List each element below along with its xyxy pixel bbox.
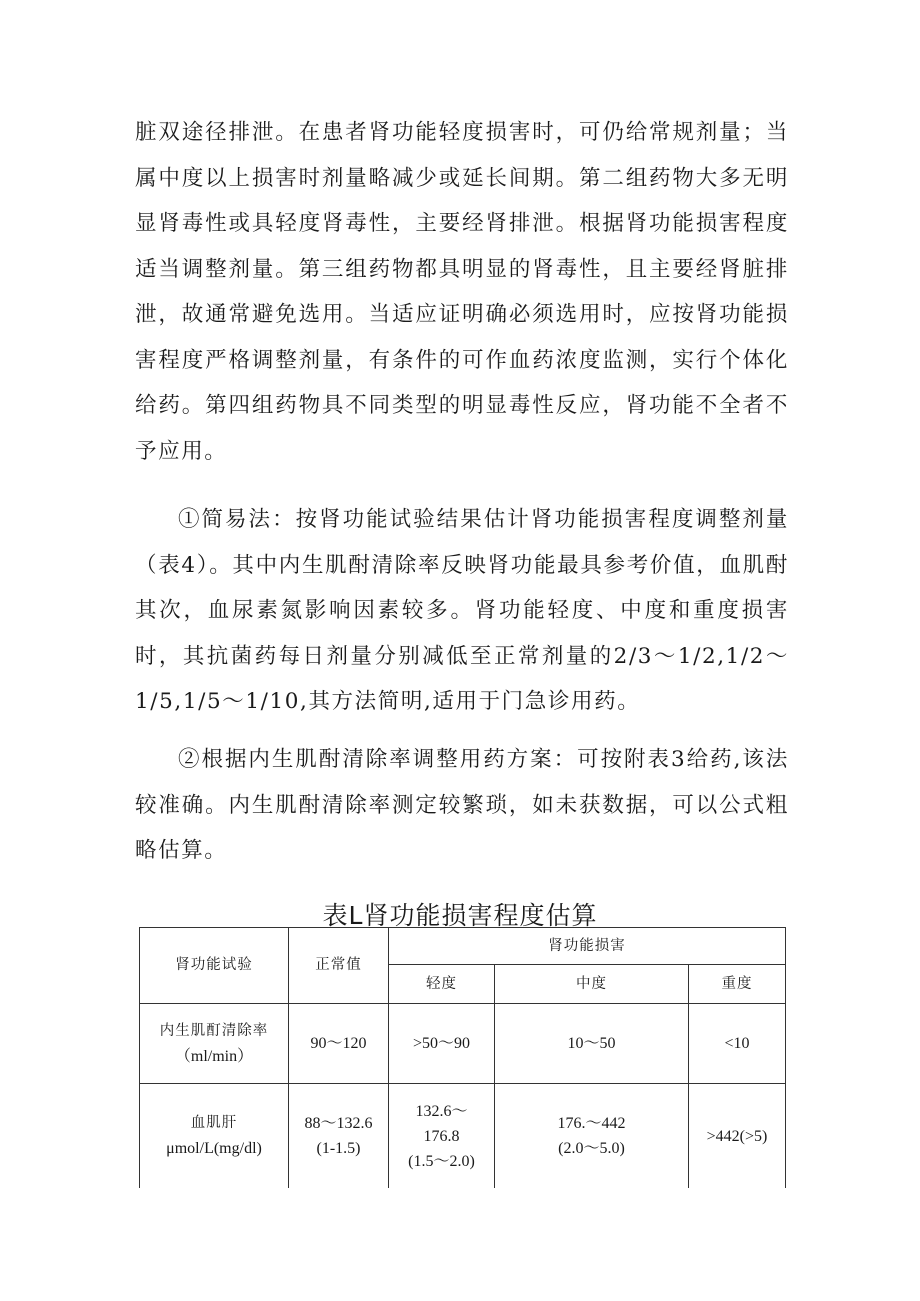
cell-moderate-range: 176.～442 bbox=[557, 1115, 626, 1132]
cell-normal bbox=[289, 1084, 389, 1189]
cell-normal-range: 88～132.6 bbox=[304, 1115, 373, 1132]
cell-mild: >50～90 bbox=[389, 1004, 495, 1084]
cell-test-unit: μmol/L(mg/dl) bbox=[166, 1140, 262, 1157]
cell-moderate: 10～50 bbox=[495, 1004, 689, 1084]
table-row bbox=[140, 1004, 786, 1084]
cell-mild-line: 176.8 bbox=[423, 1127, 460, 1145]
header-mild: 轻度 bbox=[389, 965, 495, 1004]
header-test: 肾功能试验 bbox=[140, 928, 289, 1004]
cell-test-unit: （ml/min） bbox=[174, 1047, 254, 1065]
cell-mild-line: 132.6～ bbox=[415, 1102, 468, 1120]
header-impairment: 肾功能损害 bbox=[389, 928, 786, 965]
cell-mild bbox=[389, 1084, 495, 1189]
cell-test-name: 血肌肝 bbox=[190, 1115, 238, 1131]
paragraph-creatinine-clearance-method: ②根据内生肌酎清除率调整用药方案：可按附表3给药,该法较准确。内生肌酎清除率测定较繁琐，如未获数据，可以公式粗略估算。 bbox=[135, 747, 789, 863]
cell-test bbox=[140, 1084, 289, 1189]
cell-normal: 90～120 bbox=[289, 1004, 389, 1084]
cell-test bbox=[140, 1004, 289, 1084]
table-caption: 表L肾功能损害程度估算 bbox=[322, 901, 598, 930]
paragraph-renal-drug-groups: 脏双途径排泄。在患者肾功能轻度损害时，可仍给常规剂量；当属中度以上损害时剂量略减少或延长间期。第二组药物大多无明显肾毒性或具轻度肾毒性，主要经肾排泄。根据肾功能损害程度适当调整剂量。第三组药物都具明显的肾毒性，且主要经肾脏排泄，故通常避免选用。当适应证明确必须选用时，应按肾功能损害程度严格调整剂量，有条件的可作血药浓度监测，实行个体化给药。第四组药物具不同类型的明显毒性反应，肾功能不全者不予应用。 bbox=[135, 120, 789, 464]
cell-moderate bbox=[495, 1084, 689, 1189]
cell-test-name: 内生肌酊清除率 bbox=[159, 1022, 269, 1039]
cell-severe: <10 bbox=[689, 1004, 786, 1084]
cell-severe: >442(>5) bbox=[689, 1084, 786, 1189]
renal-impairment-table bbox=[139, 927, 786, 1188]
cell-moderate-mgdl: (2.0～5.0) bbox=[558, 1140, 625, 1157]
table-row bbox=[140, 1084, 786, 1189]
cell-normal-mgdl: (1-1.5) bbox=[316, 1140, 361, 1157]
paragraph-simple-method: ①简易法：按肾功能试验结果估计肾功能损害程度调整剂量（表4）。其中内生肌酎清除率反映肾功能最具参考价值，血肌酎其次，血尿素氮影响因素较多。肾功能轻度、中度和重度损害时，其抗菌药每日剂量分别减低至正常剂量的2/3～1/2,1/2～1/5,1/5～1/10,其方法简明,适用于门急诊用药。 bbox=[135, 507, 789, 714]
header-severe: 重度 bbox=[689, 965, 786, 1004]
header-normal: 正常值 bbox=[289, 928, 389, 1004]
header-moderate: 中度 bbox=[495, 965, 689, 1004]
cell-mild-mgdl: (1.5～2.0) bbox=[408, 1152, 475, 1170]
table-header-row bbox=[140, 928, 786, 965]
